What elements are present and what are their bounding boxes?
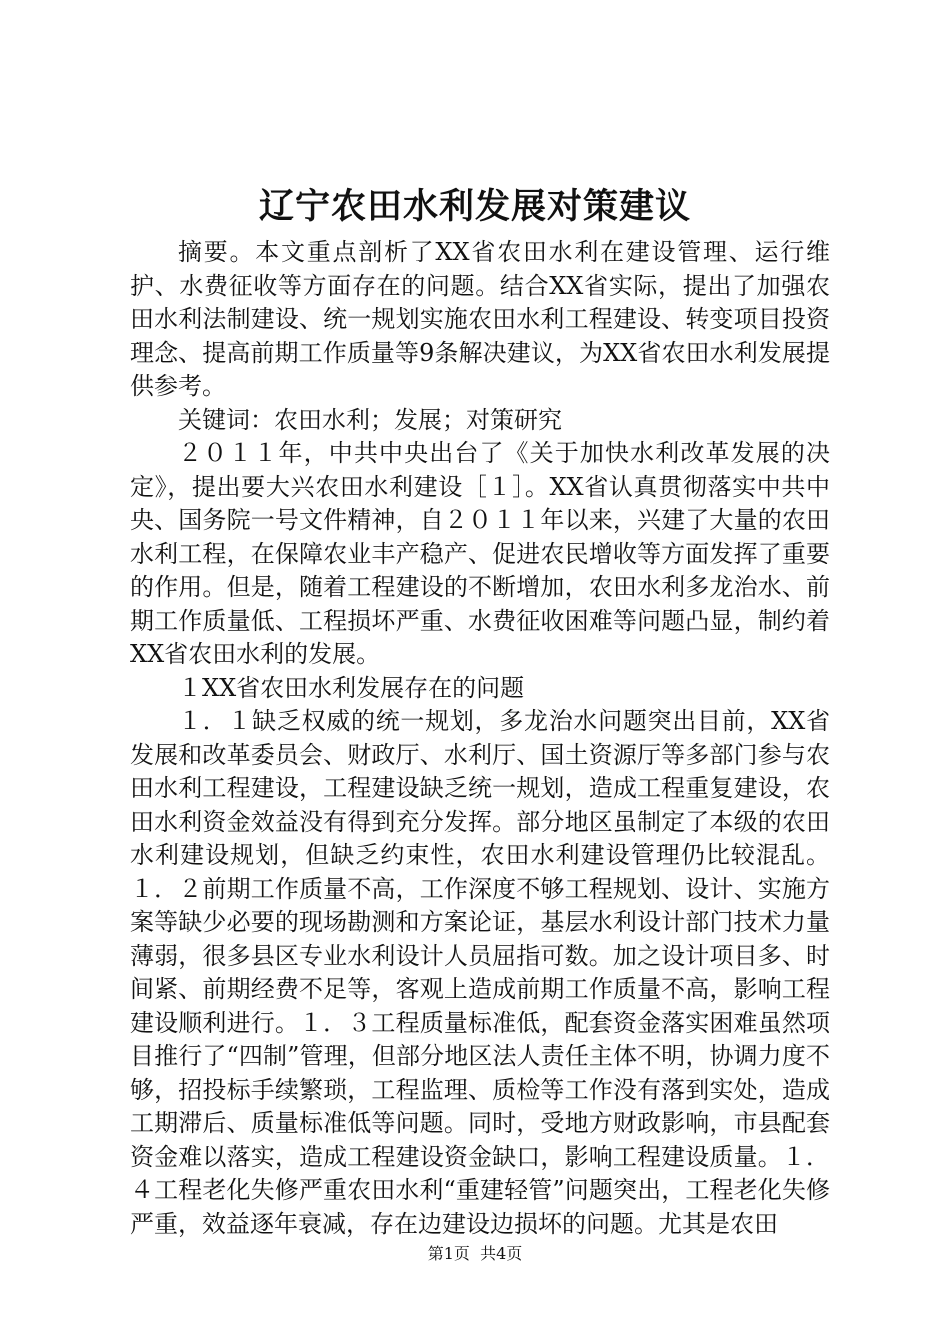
- section-heading: １XX省农田水利发展存在的问题: [178, 673, 525, 702]
- footer-separator: [470, 1244, 480, 1263]
- section-body-paragraph: １．１缺乏权威的统一规划，多龙治水问题突出目前，XX省发展和改革委员会、财政厅、水利厅、国土资源厅等多部门参与农田水利工程建设，工程建设缺乏统一规划，造成工程重复建设，农田水利资金效益没有得到充分发挥。部分地区虽制定了本级的农田水利建设规划，但缺乏约束性，农田水利建设管理仍比较混乱。１．２前期工作质量不高，工作深度不够工程规划、设计、实施方案等缺少必要的现场勘测和方案论证，基层水利设计部门技术力量薄弱，很多县区专业水利设计人员屈指可数。加之设计项目多、时间紧、前期经费不足等，客观上造成前期工作质量不高，影响工程建设顺利进行。１．３工程质量标准低，配套资金落实困难虽然项目推行了“四制”管理，但部分地区法人责任主体不明，协调力度不够，招投标手续繁琐，工程监理、质检等工作没有落到实处，造成工期滞后、质量标准低等问题。同时，受地方财政影响，市县配套资金难以落实，造成工程建设资金缺口，影响工程建设质量。１．４工程老化失修严重农田水利“重建轻管”问题突出，工程老化失修严重，效益逐年衰减，存在边建设边损坏的问题。尤其是农田: [130, 707, 830, 1238]
- page-footer: [0, 1243, 950, 1265]
- intro-paragraph: ２０１１年，中共中央出台了《关于加快水利改革发展的决定》，提出要大兴农田水利建设［１］。XX省认真贯彻落实中共中央、国务院一号文件精神，自２０１１年以来，兴建了大量的农田水利工程，在保障农业丰产稳产、促进农民增收等方面发挥了重要的作用。但是，随着工程建设的不断增加，农田水利多龙治水、前期工作质量低、工程损坏严重、水费征收困难等问题凸显，制约着XX省农田水利的发展。: [130, 439, 830, 668]
- keywords-paragraph: 关键词：农田水利；发展；对策研究: [178, 405, 562, 434]
- abstract-paragraph: 摘要。本文重点剖析了XX省农田水利在建设管理、运行维护、水费征收等方面存在的问题。结合XX省实际，提出了加强农田水利法制建设、统一规划实施农田水利工程建设、转变项目投资理念、提高前期工作质量等9条解决建议，为XX省农田水利发展提供参考。: [130, 238, 830, 400]
- page-total: 共4页: [480, 1244, 523, 1263]
- document-title: 辽宁农田水利发展对策建议: [258, 186, 691, 227]
- document-body: [130, 236, 830, 1241]
- page-number: 第1页: [427, 1244, 470, 1263]
